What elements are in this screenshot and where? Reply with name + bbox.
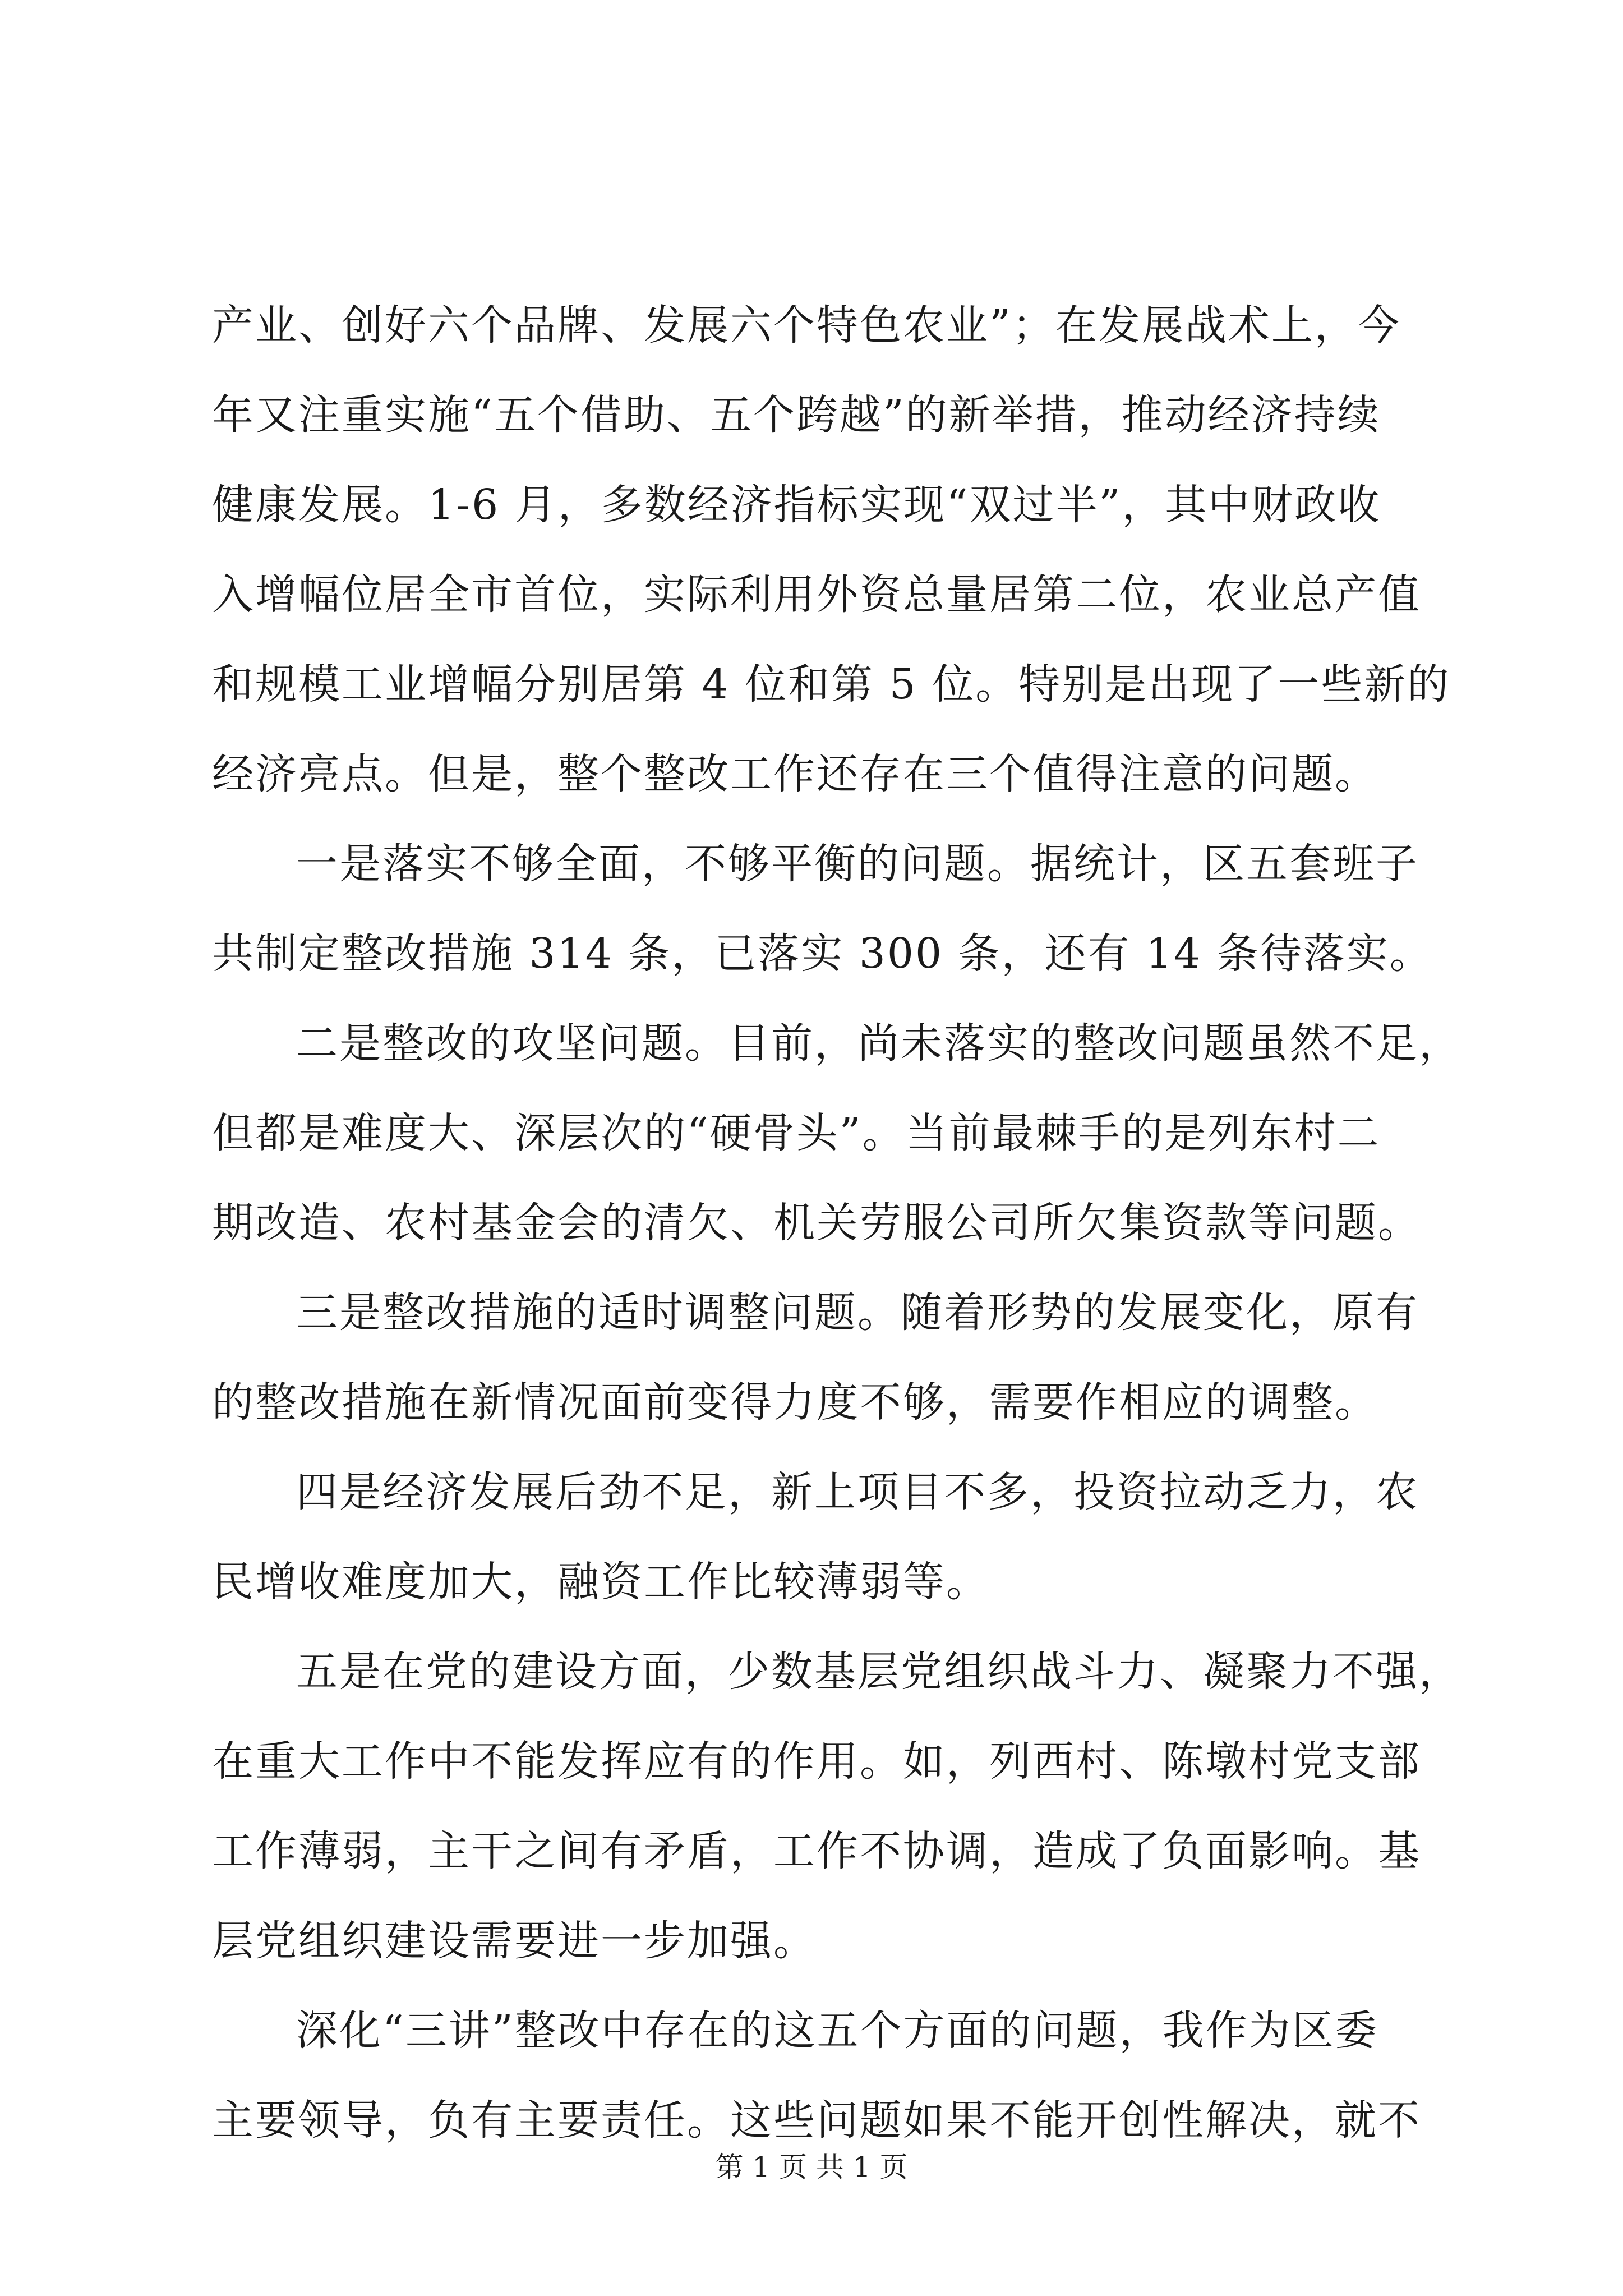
text-line: 的整改措施在新情况面前变得力度不够，需要作相应的调整。 <box>212 1378 1378 1427</box>
text-line: 工作薄弱，主干之间有矛盾，工作不协调，造成了负面影响。基 <box>212 1827 1421 1875</box>
text-line: 主要领导，负有主要责任。这些问题如果不能开创性解决，就不 <box>212 2096 1421 2145</box>
text-line: 二是整改的攻坚问题。目前，尚未落实的整改问题虽然不足， <box>296 1019 1462 1068</box>
document-body <box>212 280 1462 2165</box>
text-line: 年又注重实施“五个借助、五个跨越”的新举措，推动经济持续 <box>212 391 1381 439</box>
text-line: 层党组织建设需要进一步加强。 <box>212 1917 817 1965</box>
text-line: 三是整改措施的适时调整问题。随着形势的发展变化，原有 <box>296 1289 1419 1337</box>
page-footer <box>0 2147 1623 2187</box>
text-line: 健康发展。1-6 月，多数经济指标实现“双过半”，其中财政收 <box>212 481 1381 529</box>
text-line: 期改造、农村基金会的清欠、机关劳服公司所欠集资款等问题。 <box>212 1199 1421 1247</box>
text-line: 和规模工业增幅分别居第 4 位和第 5 位。特别是出现了一些新的 <box>212 660 1451 708</box>
text-line: 四是经济发展后劲不足，新上项目不多，投资拉动乏力，农 <box>296 1468 1419 1516</box>
text-line: 入增幅位居全市首位，实际利用外资总量居第二位，农业总产值 <box>212 570 1421 619</box>
text-line: 经济亮点。但是，整个整改工作还存在三个值得注意的问题。 <box>212 750 1378 798</box>
text-line: 共制定整改措施 314 条，已落实 300 条，还有 14 条待落实。 <box>212 930 1433 978</box>
text-line: 产业、创好六个品牌、发展六个特色农业”；在发展战术上，今 <box>212 301 1401 349</box>
text-line: 深化“三讲”整改中存在的这五个方面的问题，我作为区委 <box>296 2007 1378 2055</box>
text-line: 五是在党的建设方面，少数基层党组织战斗力、凝聚力不强， <box>296 1648 1462 1696</box>
text-line: 但都是难度大、深层次的“硬骨头”。当前最棘手的是列东村二 <box>212 1109 1381 1157</box>
text-line: 在重大工作中不能发挥应有的作用。如，列西村、陈墩村党支部 <box>212 1737 1421 1786</box>
text-line: 民增收难度加大，融资工作比较薄弱等。 <box>212 1558 989 1606</box>
page-number-label: 第 1 页 共 1 页 <box>715 2151 908 2183</box>
text-line: 一是落实不够全面，不够平衡的问题。据统计，区五套班子 <box>296 840 1419 888</box>
